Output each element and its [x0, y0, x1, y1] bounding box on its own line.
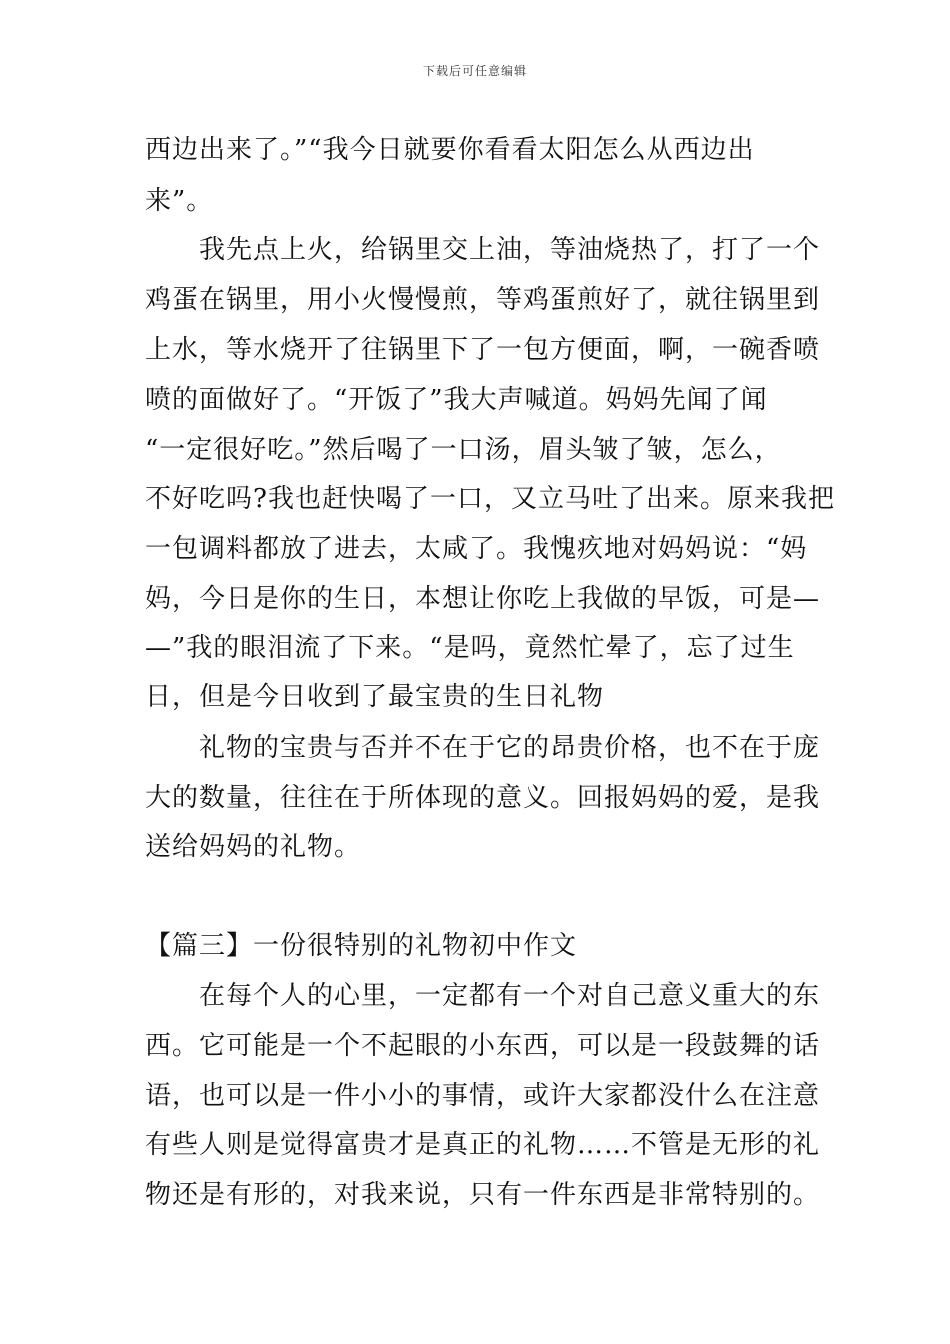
- text-line: 物还是有形的，对我来说，只有一件东西是非常特别的。: [145, 1180, 821, 1210]
- text-line: 不好吃吗?我也赶快喝了一口，又立马吐了出来。原来我把: [145, 484, 835, 514]
- text-line: —”我的眼泪流了下来。“是吗，竟然忙晕了，忘了过生: [145, 633, 795, 663]
- text-line: 大的数量，往往在于所体现的意义。回报妈妈的爱，是我: [145, 783, 821, 813]
- text-line: 语，也可以是一件小小的事情，或许大家都没什么在注意: [145, 1081, 821, 1111]
- text-line: 礼物的宝贵与否并不在于它的昂贵价格，也不在于庞: [145, 733, 821, 763]
- text-line: 西。它可能是一个不起眼的小东西，可以是一段鼓舞的话: [145, 1031, 821, 1061]
- text-line: 日，但是今日收到了最宝贵的生日礼物: [145, 682, 605, 712]
- text-line: 上水，等水烧开了往锅里下了一包方便面，啊，一碗香喷: [145, 335, 821, 365]
- text-line: 鸡蛋在锅里，用小火慢慢煎，等鸡蛋煎好了，就往锅里到: [145, 285, 821, 315]
- text-line: 我先点上火，给锅里交上油，等油烧热了，打了一个: [145, 235, 821, 265]
- text-line: 喷的面做好了。“开饭了”我大声喊道。妈妈先闻了闻: [145, 385, 768, 415]
- text-line: 来”。: [145, 186, 214, 216]
- text-line: 西边出来了。”“我今日就要你看看太阳怎么从西边出: [145, 135, 755, 165]
- text-line: 送给妈妈的礼物。: [145, 832, 362, 862]
- text-line: “一定很好吃。”然后喝了一口汤，眉头皱了皱，怎么，: [145, 435, 782, 465]
- text-line: 有些人则是觉得富贵才是真正的礼物……不管是无形的礼: [145, 1130, 821, 1160]
- text-line: 妈，今日是你的生日，本想让你吃上我做的早饭，可是—: [145, 584, 821, 614]
- section-heading: 【篇三】一份很特别的礼物初中作文: [145, 931, 578, 961]
- page-header: 下载后可任意编辑: [422, 64, 527, 78]
- text-line: 一包调料都放了进去，太咸了。我愧疚地对妈妈说：“妈: [145, 534, 808, 564]
- text-line: 在每个人的心里，一定都有一个对自己意义重大的东: [145, 981, 821, 1011]
